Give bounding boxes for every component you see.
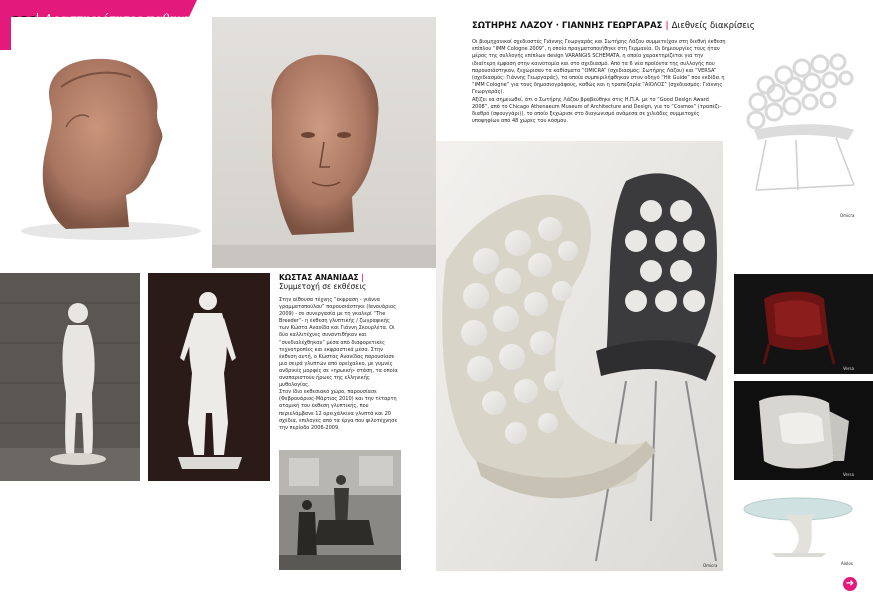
article-middle-name: ΚΩΣΤΑΣ ΑΝΑΝΙΔΑΣ	[279, 273, 359, 282]
article-middle-subtitle: Συμμετοχή σε εκθέσεις	[279, 282, 367, 291]
article-right-subtitle: Διεθνείς διακρίσεις	[671, 21, 755, 31]
article-middle-heading	[279, 273, 404, 291]
female-statue-photo	[0, 273, 140, 481]
article-right-heading	[472, 21, 755, 31]
male-statue-photo	[148, 273, 270, 481]
caption-omicra-top: Omicra	[840, 213, 855, 218]
article-middle-paragraph: Στην αίθουσα τέχνης “έκφραση - γιάννα γραμματοπούλου” παρουσιάστηκε (Ιανουάριος 2009) - σε συνεργασία με τη γκαλερί “The Breeder”- η έκθεση γλυπτικής / ζωγραφικής των Κώστα Ανανίδα και Γιάννη Σκουρλέτα. Οι δύο καλλιτέχνες συναντιθήκαν και “συνδιαλέχθηκαν” μέσα από διαφορετικές τεχνοτροπίες και εκφραστικά μέσα. Στην έκθεση αυτή, ο Κώστας Ανανίδας παρουσίασε μια σειρά γλυπτών από ορείχαλκο, με γυμνές ανδρικές μορφές σε «ηρωική» στάση, τα οποία αναπαριστούν ήρωες της ελληνικής μυθολογίας.	[279, 297, 398, 389]
article-right-paragraph: Οι βιομηχανικοί σχεδιαστές Γιάννης Γεωργαράς και Σωτήρης Λάζου συμμετείχαν στη διεθνή έκθεση επίπλου “IMM Cologne 2009”, η οποία πραγματοποιήθηκε στη Γερμανία. Οι δημιουργίες τους ήταν μέρος της συλλογής επίπλων design VARANGIS SCHEMATA, η οποία χαρακτηρίζεται για την ιδιαίτερη έμφαση στην καινοτομία και στο σχεδιασμό. Από τα 6 νέα προϊόντα της συλλογής που παρουσιάστηκαν, ξεχώρισαν τα καθίσματα “OMICRA” (σχεδιασμός: Σωτήρης Λάζου) και “VERSA” (σχεδιασμός: Γιάννης Γεωργαράς), τα οποία συμπεριλήφθηκαν στον οδηγό “Hit Guide” που εκδίδει η “IMM Cologne” για τους δημοσιογράφους, καθώς και η τραπεζαρία “ΑΙΟΛΟΣ” (σχεδιασμός: Γιάννης Γεωργαράς).	[472, 39, 726, 96]
omicra-chair-main-photo	[436, 141, 723, 571]
caption-omicra-main: Omicra	[703, 563, 718, 568]
heading-divider: |	[665, 21, 669, 31]
heading-divider: |	[361, 273, 364, 282]
caption-versa-1: Versa	[843, 366, 855, 371]
article-middle-paragraph: Στον ίδιο εκθεσιακό χώρο, παρουσίασε (Φεβρουάριος-Μάρτιος 2010) και την τέταρτη ατομική του έκθεση γλυπτικής, που περιελάμβανε 12 ορειχάλκινα γλυπτά και 20 σχέδια, επιλογές από τα έργα που φιλοτέχνησε την περίοδο 2006-2009.	[279, 389, 398, 431]
studio-with-sculptures-photo	[279, 450, 401, 570]
article-right-names: ΣΩΤΗΡΗΣ ΛΑΖΟΥ · ΓΙΑΝΝΗΣ ΓΕΩΡΓΑΡΑΣ	[472, 21, 663, 31]
next-page-arrow-icon[interactable]: ➜	[843, 577, 857, 591]
article-right-body	[472, 39, 727, 125]
caption-aiolos: Aiolos	[841, 561, 853, 566]
versa-chair-red-photo	[734, 274, 873, 374]
article-middle-body	[279, 297, 401, 432]
clay-head-photo-front	[212, 17, 436, 268]
aiolos-table-photo	[736, 487, 866, 569]
article-right-paragraph: Αξίζει να σημειωθεί, ότι ο Σωτήρης Λάζου βραβεύθηκε στις Η.Π.Α. με το “Good Design Award 2008”, από το Chicago Athenaeum Museum of Architecture and Design, για το “Cosmos” (τραπέζι-διαθρό (σφουγγάρι)), το οποίο ξεχώρισε στο διαγωνισμό ανάμεσα σε χιλιάδες συμμετοχές υποψηφίων από 48 χώρες του κόσμου.	[472, 96, 722, 125]
omicra-chair-wireframe-photo	[736, 40, 864, 212]
clay-head-photo-profile	[11, 17, 209, 242]
caption-versa-2: Versa	[843, 472, 855, 477]
versa-chair-white-photo	[734, 381, 873, 480]
